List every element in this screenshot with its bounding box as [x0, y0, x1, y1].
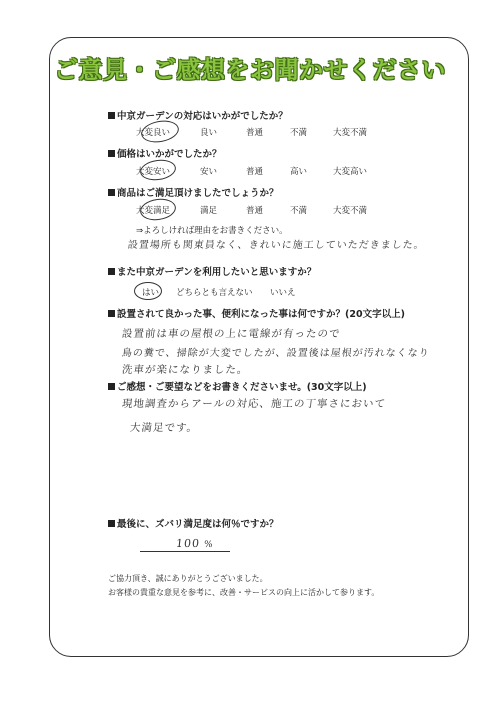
question-2-text: 価格はいかがでしたか？ [117, 149, 222, 160]
selection-circle-icon [134, 282, 162, 300]
question-5-text: 設置されて良かった事、便利になった事は何ですか？(20文字以上) [117, 309, 405, 320]
question-6 [108, 379, 367, 393]
reason-prompt: ⇒よろしければ理由をお書きください。 [136, 226, 288, 236]
question-5 [108, 306, 405, 320]
bullet-square-icon [108, 520, 115, 527]
q2-option-4[interactable]: 高い [290, 167, 308, 177]
page-title: ご意見・ご感想をお聞かせください [54, 56, 446, 84]
answer-6-line-1: 現地調査からアールの対応、施工の丁寧さにおいて [121, 398, 387, 410]
q4-option-3[interactable]: いいえ [270, 288, 296, 298]
answer-5-line-3: 洗車が楽になりました。 [121, 364, 250, 376]
bullet-square-icon [108, 310, 115, 317]
q2-option-1[interactable]: 大変安い [136, 167, 171, 177]
q1-option-2[interactable]: 良い [200, 128, 218, 138]
satisfaction-unit: % [203, 540, 215, 550]
bullet-square-icon [108, 189, 115, 196]
satisfaction-underline [140, 551, 230, 552]
satisfaction-value: 100 [175, 537, 201, 550]
question-6-text: ご感想・ご要望などをお書きくださいませ。(30文字以上) [117, 382, 367, 393]
q2-option-2[interactable]: 安い [200, 167, 218, 177]
footer-line-2: お客様の貴重な意見を参考に、改善・サービスの向上に活かして参ります。 [108, 588, 380, 597]
q2-option-5[interactable]: 大変高い [333, 167, 368, 177]
q2-option-3[interactable]: 普通 [246, 167, 264, 177]
reason-answer: 設置場所も関東員なく、きれいに施工していただきました。 [127, 240, 426, 251]
question-7-text: 最後に、ズバリ満足度は何％ですか？ [117, 519, 279, 530]
q1-option-4[interactable]: 不満 [290, 128, 308, 138]
q1-option-1[interactable]: 大変良い [136, 128, 171, 138]
answer-6-line-2: 大満足です。 [129, 422, 199, 434]
q3-option-4[interactable]: 不満 [290, 206, 308, 216]
bullet-square-icon [108, 383, 115, 390]
q3-option-5[interactable]: 大変不満 [333, 206, 368, 216]
q3-option-3[interactable]: 普通 [246, 206, 264, 216]
question-1 [108, 108, 288, 122]
question-4 [108, 264, 316, 278]
question-3-text: 商品はご満足頂けましたでしょうか？ [117, 188, 279, 199]
q3-option-2[interactable]: 満足 [200, 206, 218, 216]
answer-5-line-2: 鳥の糞で、掃除が大変でしたが、設置後は屋根が汚れなくなり [121, 348, 431, 359]
question-7 [108, 516, 279, 530]
q4-option-2[interactable]: どちらとも言えない [176, 288, 253, 298]
q1-option-5[interactable]: 大変不満 [333, 128, 368, 138]
bullet-square-icon [108, 112, 115, 119]
question-1-text: 中京ガーデンの対応はいかがでしたか？ [117, 111, 288, 122]
footer-line-1: ご協力頂き、誠にありがとうございました。 [108, 574, 268, 583]
question-4-text: また中京ガーデンを利用したいと思いますか？ [117, 267, 317, 278]
question-3 [108, 185, 279, 199]
q1-option-3[interactable]: 普通 [246, 128, 264, 138]
answer-5-line-1: 設置前は車の屋根の上に電線が有ったので [121, 328, 342, 340]
question-2 [108, 146, 222, 160]
bullet-square-icon [108, 268, 115, 275]
q4-option-1[interactable]: はい [142, 288, 160, 298]
q3-option-1[interactable]: 大変満足 [136, 206, 171, 216]
bullet-square-icon [108, 150, 115, 157]
